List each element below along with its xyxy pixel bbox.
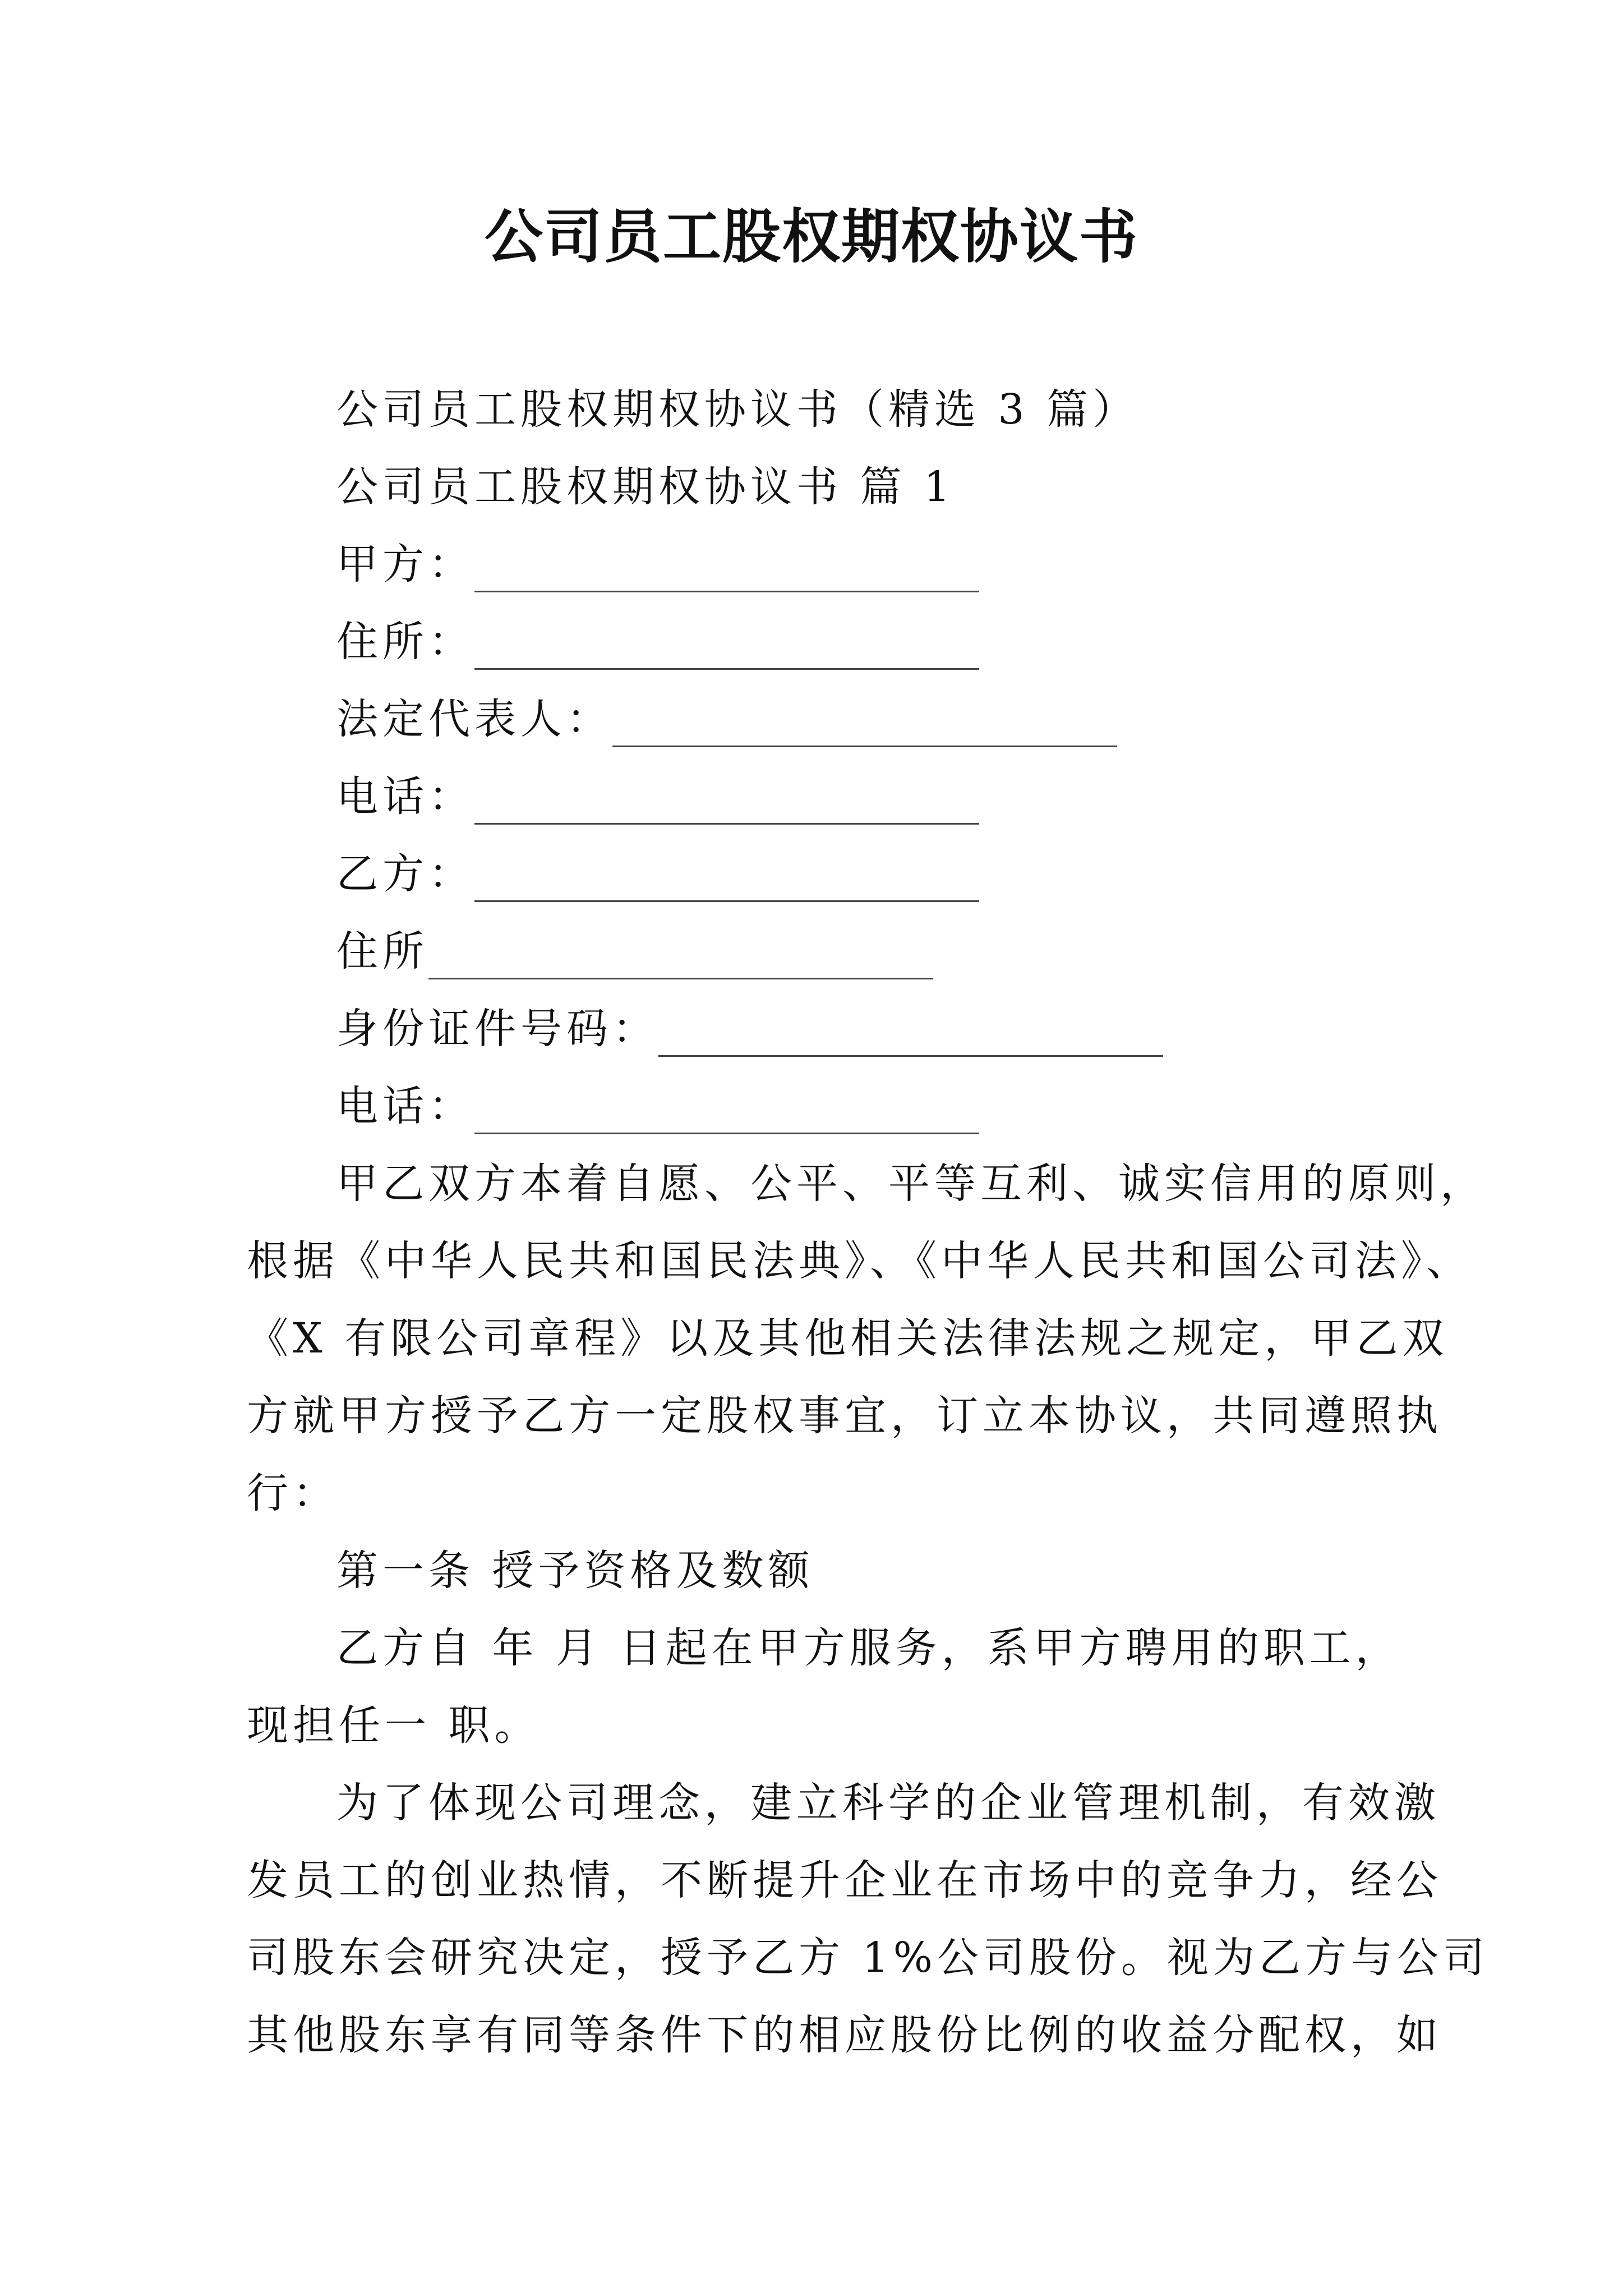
paragraph-line: 行： <box>247 1469 339 1517</box>
phone-b-field <box>336 1078 979 1134</box>
paragraph-line: 甲乙双方本着自愿、公平、平等互利、诚实信用的原则， <box>336 1159 1486 1208</box>
section-heading: 公司员工股权期权协议书 篇 1 <box>336 463 955 511</box>
phone-a-blank <box>474 784 979 825</box>
document-subtitle: 公司员工股权期权协议书（精选 3 篇） <box>336 385 1139 434</box>
article-heading: 第一条 授予资格及数额 <box>336 1547 814 1595</box>
paragraph-line: 为了体现公司理念，建立科学的企业管理机制，有效激 <box>336 1779 1440 1827</box>
address-a-field <box>336 614 979 670</box>
phone-b-label: 电话： <box>336 1082 474 1130</box>
address-b-field <box>336 923 933 979</box>
paragraph-line: 司股东会研究决定，授予乙方 1%公司股份。视为乙方与公司 <box>247 1934 1489 1982</box>
id-number-label: 身份证件号码： <box>336 1005 658 1053</box>
paragraph-line: 《X 有限公司章程》以及其他相关法律法规之规定，甲乙双 <box>247 1314 1449 1363</box>
party-a-label: 甲方： <box>336 540 474 588</box>
party-a-field <box>336 536 979 592</box>
legal-rep-label: 法定代表人： <box>336 695 612 743</box>
party-b-field <box>336 846 979 902</box>
paragraph-line: 现担任一 职。 <box>247 1701 541 1750</box>
party-a-blank <box>474 551 979 592</box>
paragraph-line: 方就甲方授予乙方一定股权事宜，订立本协议，共同遵照执 <box>247 1392 1442 1440</box>
phone-b-blank <box>474 1093 979 1134</box>
phone-a-field <box>336 769 979 825</box>
legal-rep-blank <box>612 706 1117 747</box>
address-b-label: 住所 <box>336 927 428 976</box>
paragraph-line: 其他股东享有同等条件下的相应股份比例的收益分配权，如 <box>247 2011 1442 2059</box>
paragraph-line: 乙方自 年 月 日起在甲方服务，系甲方聘用的职工， <box>336 1624 1401 1672</box>
address-b-blank <box>428 938 933 979</box>
legal-rep-field <box>336 691 1117 747</box>
party-b-label: 乙方： <box>336 850 474 898</box>
address-a-blank <box>474 629 979 670</box>
id-number-field <box>336 1001 1163 1057</box>
id-number-blank <box>658 1016 1163 1057</box>
paragraph-line: 发员工的创业热情，不断提升企业在市场中的竞争力，经公 <box>247 1856 1442 1904</box>
phone-a-label: 电话： <box>336 772 474 821</box>
document-title: 公司员工股权期权协议书 <box>484 202 1138 271</box>
party-b-blank <box>474 861 979 902</box>
paragraph-line: 根据《中华人民共和国民法典》、《中华人民共和国公司法》、 <box>247 1237 1472 1285</box>
address-a-label: 住所： <box>336 618 474 666</box>
